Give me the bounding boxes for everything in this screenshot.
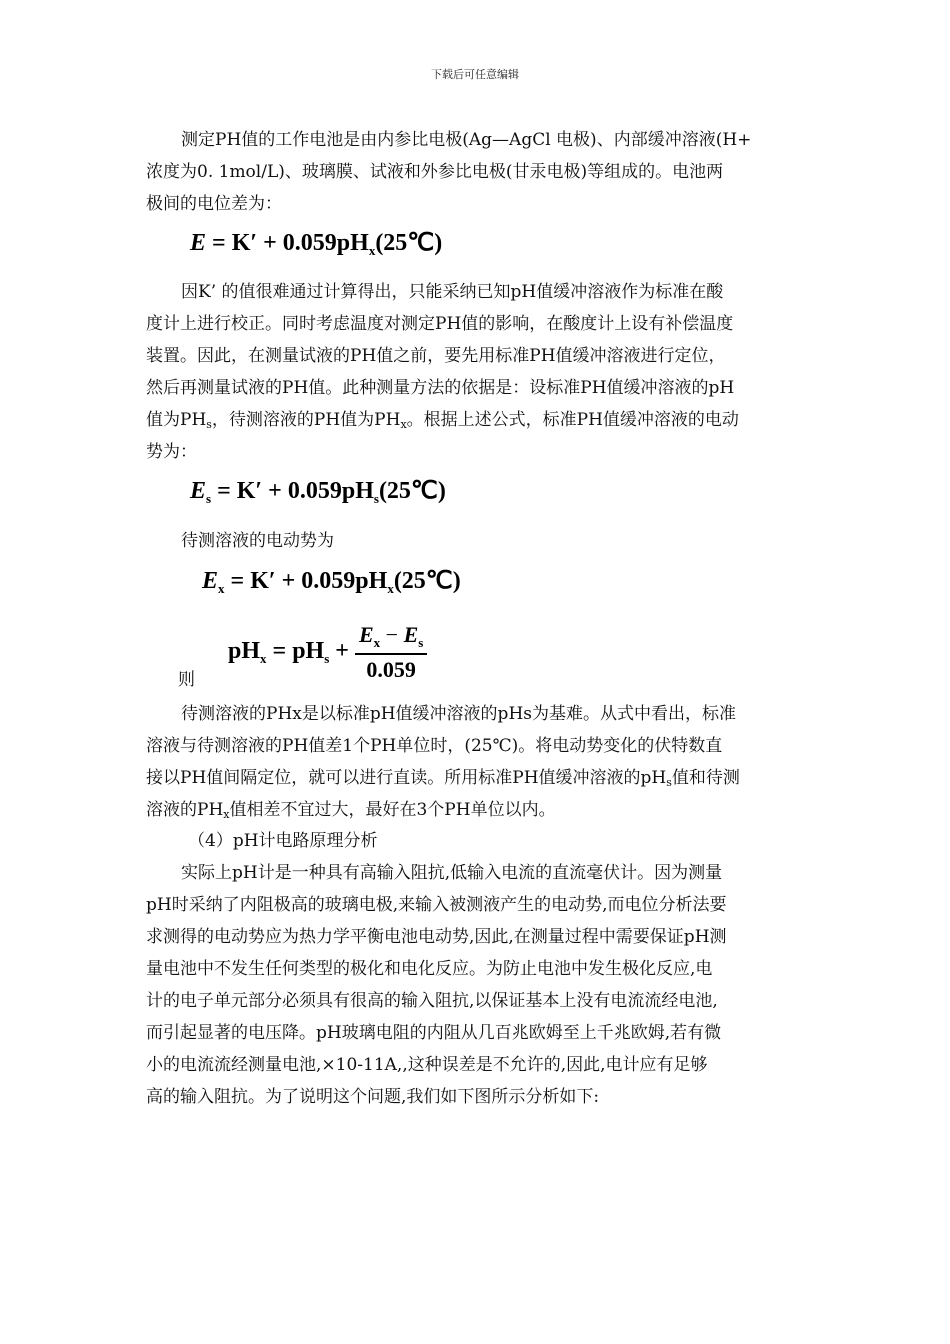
paragraph-line: 待测溶液的PHx是以标准pH值缓冲溶液的pHs为基难。从式中看出，标准	[181, 704, 736, 724]
numerator-e1: E	[358, 622, 374, 647]
paragraph-line: 势为：	[146, 442, 197, 462]
formula-1-body: = K′ + 0.059pH	[212, 230, 369, 256]
formula-2-lhs: E	[190, 478, 207, 504]
subscript: x	[223, 808, 230, 821]
formula-3-body: = K′ + 0.059pH	[230, 568, 388, 594]
text-span: 值和待测	[671, 768, 740, 788]
numerator-e2: E	[403, 622, 419, 647]
formula-4-lhs: pH	[228, 638, 261, 665]
paragraph-line: 度计上进行校正。同时考虑温度对测定PH值的影响，在酸度计上设有补偿温度	[146, 314, 734, 334]
paragraph-line: 测定PH值的工作电池是由内参比电极(Ag—AgCl 电极)、内部缓冲溶液(H+	[181, 130, 752, 150]
paragraph-line: 实际上pH计是一种具有高输入阻抗,低输入电流的直流毫伏计。因为测量	[181, 863, 723, 883]
paragraph-line	[146, 799, 556, 826]
page-header: 下载后可任意编辑	[431, 68, 519, 81]
formula-3-lhs-sub: x	[218, 581, 225, 596]
paragraph-line: 装置。因此，在测量试液的PH值之前，要先用标准PH值缓冲溶液进行定位，	[146, 346, 726, 366]
text-span: 值相差不宜过大，最好在3个PH单位以内。	[229, 800, 556, 820]
paragraph-line: pH时采纳了内阻极高的玻璃电极,来输入被测液产生的电动势,而电位分析法要	[146, 895, 727, 915]
formula-1	[190, 228, 442, 259]
paragraph-line: 而引起显著的电压降。pH玻璃电阻的内阻从几百兆欧姆至上千兆欧姆,若有微	[146, 1023, 722, 1043]
formula-1-sub: x	[368, 243, 376, 258]
text-span: ，待测溶液的PH值为PH	[211, 410, 401, 430]
paragraph-line: 求测得的电动势应为热力学平衡电池电动势,因此,在测量过程中需要保证pH测	[146, 927, 727, 947]
formula-3-temp: (25℃)	[393, 568, 461, 594]
paragraph-line: 则	[178, 670, 195, 690]
formula-3	[202, 566, 461, 597]
numerator-sub2: s	[418, 635, 424, 650]
formula-2	[190, 476, 446, 507]
paragraph-line	[146, 409, 739, 436]
subscript: s	[666, 776, 672, 789]
paragraph-line: 因K’ 的值很难通过计算得出，只能采纳已知pH值缓冲溶液作为标准在酸	[181, 282, 724, 302]
paragraph-line: 高的输入阻抗。为了说明这个问题,我们如下图所示分析如下:	[146, 1087, 600, 1107]
fraction-denominator: 0.059	[366, 657, 416, 682]
formula-3-sub: x	[387, 581, 394, 596]
formula-4-mid-sub: s	[324, 651, 330, 667]
fraction	[355, 622, 427, 683]
subscript: s	[206, 418, 212, 431]
text-span: 。根据上述公式，标准PH值缓冲溶液的电动	[406, 410, 739, 430]
numerator-minus: −	[385, 622, 399, 647]
numerator-sub1: x	[373, 635, 381, 650]
paragraph-line: 待测溶液的电动势为	[181, 531, 334, 551]
formula-4-mid: = pH	[272, 638, 325, 665]
formula-4	[228, 622, 427, 683]
formula-4-lhs-sub: x	[260, 651, 267, 667]
section-heading: （4）pH计电路原理分析	[188, 831, 378, 851]
formula-1-lhs: E	[190, 230, 207, 256]
paragraph-line: 计的电子单元部分必须具有很高的输入阻抗,以保证基本上没有电流流经电池,	[146, 991, 718, 1011]
paragraph-line	[146, 767, 740, 794]
formula-3-lhs: E	[202, 568, 219, 594]
formula-2-temp: (25℃)	[378, 478, 446, 504]
paragraph-line: 溶液与待测溶液的PH值差1个PH单位时，(25℃)。将电动势变化的伏特数直	[146, 736, 723, 756]
text-span: 值为PH	[146, 410, 207, 430]
formula-2-sub: s	[373, 491, 379, 506]
formula-4-plus: +	[335, 638, 349, 665]
text-span: 接以PH值间隔定位，就可以进行直读。所用标准PH值缓冲溶液的pH	[146, 768, 667, 788]
paragraph-line: 小的电流流经测量电池,×10-11A,,这种误差是不允许的,因此,电计应有足够	[146, 1055, 708, 1075]
formula-2-body: = K′ + 0.059pH	[217, 478, 374, 504]
subscript: x	[400, 418, 407, 431]
paragraph-line: 浓度为0. 1mol/L)、玻璃膜、试液和外参比电极(甘汞电极)等组成的。电池两	[146, 162, 724, 182]
paragraph-line: 量电池中不发生任何类型的极化和电化反应。为防止电池中发生极化反应,电	[146, 959, 713, 979]
formula-1-temp: (25℃)	[375, 230, 443, 256]
formula-2-lhs-sub: s	[206, 491, 212, 506]
paragraph-line: 然后再测量试液的PH值。此种测量方法的依据是：设标准PH值缓冲溶液的pH	[146, 378, 735, 398]
paragraph-line: 极间的电位差为：	[146, 194, 282, 214]
fraction-numerator	[355, 622, 427, 655]
text-span: 溶液的PH	[146, 800, 224, 820]
